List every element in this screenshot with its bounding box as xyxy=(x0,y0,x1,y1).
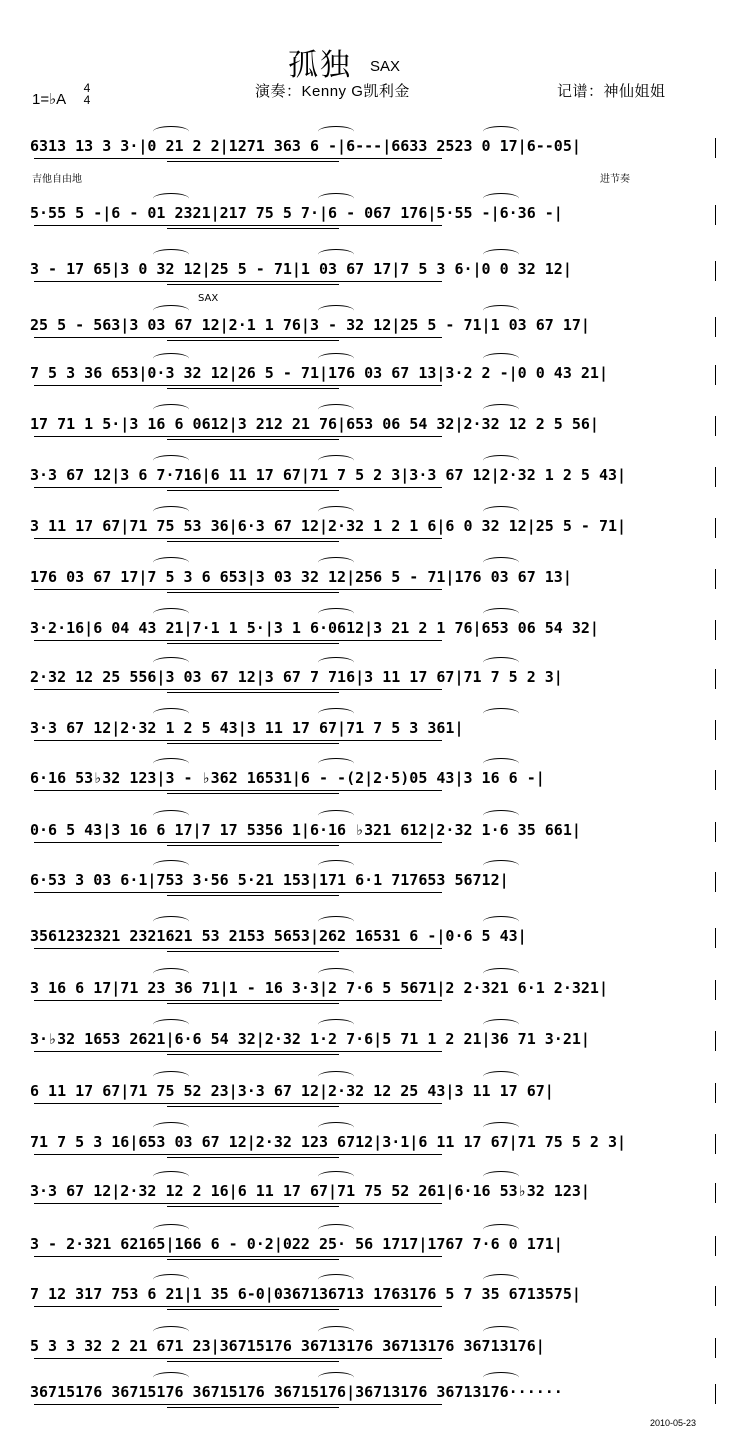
slur-mark xyxy=(153,193,189,204)
beam-line xyxy=(34,589,442,590)
slur-mark xyxy=(153,1171,189,1182)
slur-mark xyxy=(153,1224,189,1235)
score-line-text: 3 - 2·321 62165|166 6 - 0·2|022 25· 56 1717|1767 7·6 0 171| xyxy=(30,1235,563,1253)
slur-mark xyxy=(318,1224,354,1235)
beam-line xyxy=(34,1358,442,1359)
beam-line xyxy=(34,1051,442,1052)
beam-line-double xyxy=(167,1407,339,1408)
barline xyxy=(715,1286,716,1306)
barline xyxy=(715,365,716,385)
beam-line-double xyxy=(167,692,339,693)
barline xyxy=(715,669,716,689)
beam-line-double xyxy=(167,490,339,491)
slur-mark xyxy=(318,708,354,719)
beam-line-double xyxy=(167,643,339,644)
score-line-text: 3·2·16|6 04 43 21|7·1 1 5·|3 1 6·0612|3 21 2 1 76|653 06 54 32| xyxy=(30,619,599,637)
score-line xyxy=(30,413,716,443)
transcriber-credit: 记谱：神仙姐姐 xyxy=(557,82,666,100)
score-line xyxy=(30,977,716,1007)
slur-mark xyxy=(153,916,189,927)
score-line-text: 3·3 67 12|3 6 7·716|6 11 17 67|71 7 5 2 3|3·3 67 12|2·32 1 2 5 43| xyxy=(30,466,627,484)
slur-mark xyxy=(483,916,519,927)
score-title: 孤独 xyxy=(288,48,352,83)
beam-line-double xyxy=(167,284,339,285)
slur-mark xyxy=(318,557,354,568)
slur-mark xyxy=(483,1019,519,1030)
slur-mark xyxy=(153,860,189,871)
slur-mark xyxy=(483,1171,519,1182)
slur-mark xyxy=(153,557,189,568)
barline xyxy=(715,569,716,589)
beam-line xyxy=(34,640,442,641)
beam-line-double xyxy=(167,1206,339,1207)
score-line xyxy=(30,1080,716,1110)
score-line xyxy=(30,1283,716,1313)
beam-line-double xyxy=(167,228,339,229)
slur-mark xyxy=(153,968,189,979)
slur-mark xyxy=(153,1326,189,1337)
barline xyxy=(715,1031,716,1051)
beam-line-double xyxy=(167,793,339,794)
score-line xyxy=(30,666,716,696)
beam-line xyxy=(34,158,442,159)
score-line-text: 25 5 - 563|3 03 67 12|2·1 1 76|3 - 32 12|25 5 - 71|1 03 67 17| xyxy=(30,316,590,334)
slur-mark xyxy=(153,1122,189,1133)
slur-mark xyxy=(318,657,354,668)
barline xyxy=(715,980,716,1000)
score-line xyxy=(30,566,716,596)
slur-mark xyxy=(318,1372,354,1383)
beam-line-double xyxy=(167,340,339,341)
slur-mark xyxy=(318,126,354,137)
slur-mark xyxy=(153,1019,189,1030)
score-line-text: 3 16 6 17|71 23 36 71|1 - 16 3·3|2 7·6 5 5671|2 2·321 6·1 2·321| xyxy=(30,979,608,997)
slur-mark xyxy=(483,1274,519,1285)
slur-mark xyxy=(483,455,519,466)
barline xyxy=(715,317,716,337)
score-line xyxy=(30,1180,716,1210)
score-line-text: 3561232321 2321621 53 2153 5653|262 16531 6 -|0·6 5 43| xyxy=(30,927,527,945)
slur-mark xyxy=(153,657,189,668)
performer-credit: 演奏：Kenny G凯利金 xyxy=(255,83,410,100)
score-line-text: 3 11 17 67|71 75 53 36|6·3 67 12|2·32 1 2 1 6|6 0 32 12|25 5 - 71| xyxy=(30,517,627,535)
beam-line xyxy=(34,1154,442,1155)
time-signature-bottom: 4 xyxy=(83,93,91,107)
slur-mark xyxy=(318,1019,354,1030)
slur-mark xyxy=(483,193,519,204)
score-line-text: 7 5 3 36 653|0·3 32 12|26 5 - 71|176 03 67 13|3·2 2 -|0 0 43 21| xyxy=(30,364,608,382)
score-line-text: 71 7 5 3 16|653 03 67 12|2·32 123 6712|3·1|6 11 17 67|71 75 5 2 3| xyxy=(30,1133,627,1151)
slur-mark xyxy=(153,404,189,415)
slur-mark xyxy=(318,1326,354,1337)
barline xyxy=(715,1236,716,1256)
score-line xyxy=(30,362,716,392)
barline xyxy=(715,928,716,948)
score-line xyxy=(30,767,716,797)
barline xyxy=(715,620,716,640)
slur-mark xyxy=(483,1224,519,1235)
score-line xyxy=(30,464,716,494)
beam-line xyxy=(34,385,442,386)
slur-mark xyxy=(318,305,354,316)
slur-mark xyxy=(318,758,354,769)
slur-mark xyxy=(318,1122,354,1133)
beam-line xyxy=(34,842,442,843)
slur-mark xyxy=(483,810,519,821)
slur-mark xyxy=(153,708,189,719)
barline xyxy=(715,467,716,487)
beam-line xyxy=(34,487,442,488)
score-line xyxy=(30,925,716,955)
slur-mark xyxy=(483,1326,519,1337)
score-line-text: 36715176 36715176 36715176 36715176|36713176 36713176······ xyxy=(30,1383,563,1401)
slur-mark xyxy=(153,758,189,769)
slur-mark xyxy=(153,455,189,466)
key-signature: 1=♭A xyxy=(32,91,67,108)
slur-mark xyxy=(318,810,354,821)
barline xyxy=(715,822,716,842)
score-line xyxy=(30,314,716,344)
slur-mark xyxy=(318,193,354,204)
slur-mark xyxy=(483,708,519,719)
slur-mark xyxy=(153,126,189,137)
slur-mark xyxy=(318,353,354,364)
slur-mark xyxy=(483,1071,519,1082)
slur-mark xyxy=(318,1171,354,1182)
beam-line-double xyxy=(167,1361,339,1362)
slur-mark xyxy=(318,455,354,466)
slur-mark xyxy=(483,353,519,364)
slur-mark xyxy=(483,608,519,619)
beam-line xyxy=(34,337,442,338)
beam-line xyxy=(34,790,442,791)
score-line xyxy=(30,869,716,899)
slur-mark xyxy=(153,506,189,517)
beam-line xyxy=(34,1000,442,1001)
slur-mark xyxy=(153,1372,189,1383)
slur-mark xyxy=(483,1372,519,1383)
beam-line-double xyxy=(167,1054,339,1055)
barline xyxy=(715,1183,716,1203)
beam-line xyxy=(34,1256,442,1257)
beam-line xyxy=(34,1203,442,1204)
time-signature-top: 4 xyxy=(83,81,91,95)
score-line xyxy=(30,258,716,288)
beam-line-double xyxy=(167,951,339,952)
score-line-text: 2·32 12 25 556|3 03 67 12|3 67 7 716|3 11 17 67|71 7 5 2 3| xyxy=(30,668,563,686)
beam-line xyxy=(34,1404,442,1405)
slur-mark xyxy=(153,1274,189,1285)
score-line xyxy=(30,202,716,232)
barline xyxy=(715,872,716,892)
time-signature xyxy=(80,82,94,106)
score-line-text: 6·53 3 03 6·1|753 3·56 5·21 153|171 6·1 717653 56712| xyxy=(30,871,509,889)
slur-mark xyxy=(153,810,189,821)
slur-mark xyxy=(483,758,519,769)
beam-line-double xyxy=(167,845,339,846)
score-line xyxy=(30,1131,716,1161)
slur-mark xyxy=(483,249,519,260)
date-stamp: 2010-05-23 xyxy=(650,1418,697,1428)
beam-line-double xyxy=(167,439,339,440)
slur-mark xyxy=(483,506,519,517)
score-line-text: 6313 13 3 3·|0 21 2 2|1271 363 6 -|6---|6633 2523 0 17|6--05| xyxy=(30,137,581,155)
slur-mark xyxy=(153,1071,189,1082)
instrument-label: SAX xyxy=(370,58,401,75)
beam-line-double xyxy=(167,743,339,744)
beam-line xyxy=(34,281,442,282)
slur-mark xyxy=(318,608,354,619)
score-line-text: 3 - 17 65|3 0 32 12|25 5 - 71|1 03 67 17|7 5 3 6·|0 0 32 12| xyxy=(30,260,572,278)
slur-mark xyxy=(318,506,354,517)
slur-mark xyxy=(483,657,519,668)
beam-line-double xyxy=(167,161,339,162)
score-line xyxy=(30,617,716,647)
barline xyxy=(715,1083,716,1103)
score-line-text: 17 71 1 5·|3 16 6 0612|3 212 21 76|653 06 54 32|2·32 12 2 5 56| xyxy=(30,415,599,433)
annotation-sax: SAX xyxy=(198,293,219,304)
annotation-enter-rhythm: 进节奏 xyxy=(600,174,630,185)
beam-line-double xyxy=(167,388,339,389)
beam-line xyxy=(34,225,442,226)
slur-mark xyxy=(153,249,189,260)
barline xyxy=(715,138,716,158)
barline xyxy=(715,1134,716,1154)
beam-line xyxy=(34,1306,442,1307)
beam-line-double xyxy=(167,1003,339,1004)
beam-line-double xyxy=(167,1106,339,1107)
slur-mark xyxy=(318,404,354,415)
barline xyxy=(715,261,716,281)
slur-mark xyxy=(483,1122,519,1133)
slur-mark xyxy=(153,305,189,316)
score-line-text: 3·3 67 12|2·32 12 2 16|6 11 17 67|71 75 52 261|6·16 53♭32 123| xyxy=(30,1182,590,1200)
slur-mark xyxy=(483,557,519,568)
score-line-text: 3·♭32 1653 2621|6·6 54 32|2·32 1·2 7·6|5 71 1 2 21|36 71 3·21| xyxy=(30,1030,590,1048)
beam-line xyxy=(34,436,442,437)
beam-line xyxy=(34,948,442,949)
beam-line xyxy=(34,689,442,690)
score-line xyxy=(30,1335,716,1365)
slur-mark xyxy=(483,404,519,415)
score-line xyxy=(30,1381,716,1411)
beam-line-double xyxy=(167,895,339,896)
beam-line xyxy=(34,740,442,741)
score-line xyxy=(30,1233,716,1263)
beam-line-double xyxy=(167,1157,339,1158)
slur-mark xyxy=(318,916,354,927)
beam-line-double xyxy=(167,1259,339,1260)
slur-mark xyxy=(318,249,354,260)
slur-mark xyxy=(153,353,189,364)
barline xyxy=(715,1384,716,1404)
slur-mark xyxy=(318,1071,354,1082)
score-line xyxy=(30,1028,716,1058)
barline xyxy=(715,416,716,436)
barline xyxy=(715,1338,716,1358)
score-line-text: 6·16 53♭32 123|3 - ♭362 16531|6 - -(2|2·5)05 43|3 16 6 -| xyxy=(30,769,545,787)
slur-mark xyxy=(153,608,189,619)
beam-line-double xyxy=(167,541,339,542)
score-line xyxy=(30,717,716,747)
score-line-text: 0·6 5 43|3 16 6 17|7 17 5356 1|6·16 ♭321 612|2·32 1·6 35 661| xyxy=(30,821,581,839)
score-line-text: 176 03 67 17|7 5 3 6 653|3 03 32 12|256 5 - 71|176 03 67 13| xyxy=(30,568,572,586)
beam-line xyxy=(34,892,442,893)
barline xyxy=(715,518,716,538)
slur-mark xyxy=(483,305,519,316)
score-line-text: 5·55 5 -|6 - 01 2321|217 75 5 7·|6 - 067 176|5·55 -|6·36 -| xyxy=(30,204,563,222)
score-line xyxy=(30,515,716,545)
barline xyxy=(715,205,716,225)
annotation-guitar-free: 吉他自由地 xyxy=(32,174,82,185)
slur-mark xyxy=(318,1274,354,1285)
slur-mark xyxy=(483,968,519,979)
score-line-text: 3·3 67 12|2·32 1 2 5 43|3 11 17 67|71 7 5 3 361| xyxy=(30,719,464,737)
score-line-text: 6 11 17 67|71 75 52 23|3·3 67 12|2·32 12 25 43|3 11 17 67| xyxy=(30,1082,554,1100)
slur-mark xyxy=(318,968,354,979)
slur-mark xyxy=(483,860,519,871)
slur-mark xyxy=(483,126,519,137)
score-line xyxy=(30,819,716,849)
score-line-text: 5 3 3 32 2 21 671 23|36715176 36713176 36713176 36713176| xyxy=(30,1337,545,1355)
beam-line xyxy=(34,1103,442,1104)
barline xyxy=(715,720,716,740)
score-line-text: 7 12 317 753 6 21|1 35 6-0|0367136713 1763176 5 7 35 6713575| xyxy=(30,1285,581,1303)
slur-mark xyxy=(318,860,354,871)
beam-line-double xyxy=(167,592,339,593)
beam-line xyxy=(34,538,442,539)
barline xyxy=(715,770,716,790)
beam-line-double xyxy=(167,1309,339,1310)
score-line xyxy=(30,135,716,165)
